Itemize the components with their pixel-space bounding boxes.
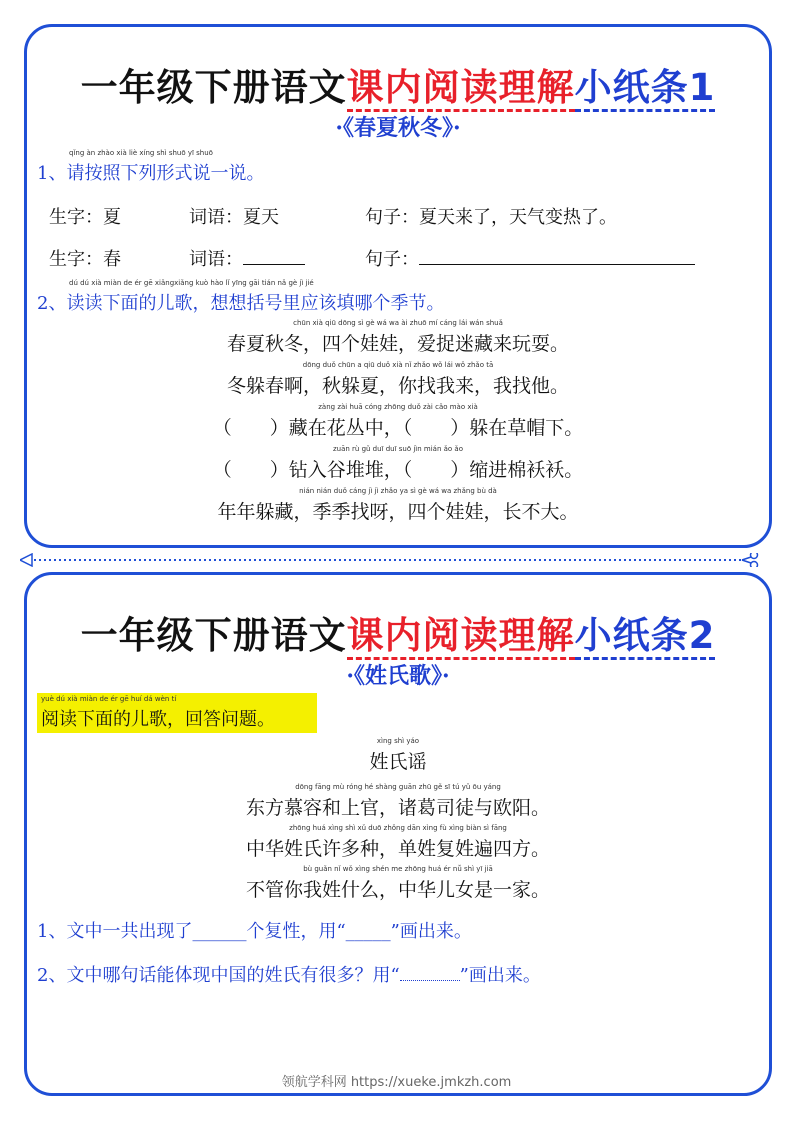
card1-row2-cy-blank[interactable] (243, 264, 305, 265)
card1-row1-sz-label: 生字： (49, 207, 103, 228)
card1-row2-sz-label: 生字： (49, 249, 103, 270)
card2-q2-blank[interactable] (400, 980, 460, 981)
card1-row1-jz-label: 句子： (365, 207, 419, 228)
card2-poem-title: 姓氏谣 (369, 751, 427, 773)
card1-row1 (49, 203, 121, 229)
card1-row1-cy-label: 词语： (189, 207, 243, 228)
card1-poem-line-1-pinyin: chūn xià qiū dōng sì gè wá wa ài zhuō mí cáng lái wán shuǎ (293, 319, 503, 327)
card1-title-black: 一年级下册语文 (80, 66, 347, 109)
card1-row1-sz-value: 夏 (103, 207, 121, 228)
card2-poem-line-1: 东方慕容和上官，诸葛司徒与欧阳。 (245, 797, 550, 819)
card1-poem-line-2-pinyin: dōng duǒ chūn a qiū duǒ xià nǐ zhǎo wǒ lái wǒ zhǎo tā (302, 361, 494, 369)
card1-poem-line-1: 春夏秋冬，四个娃娃，爱捉迷藏来玩耍。 (226, 333, 569, 355)
card2-q1-after: ”画出来。 (390, 921, 472, 942)
card2-subtitle: ·《姓氏歌》· (346, 663, 450, 689)
card1-q2-label: 2、读读下面的儿歌，想想括号里应该填哪个季节。 (37, 293, 445, 314)
card1-row2 (49, 245, 121, 271)
card1-subtitle: ·《春夏秋冬》· (335, 115, 461, 141)
card1-row2-cy-label: 词语： (189, 249, 243, 270)
card2-instr-pinyin: yuè dú xià miàn de ér gē huí dá wèn tí (41, 695, 177, 703)
card2-poem-line-3-pinyin: bù guǎn nǐ wǒ xìng shén me zhōng huá ér nǚ shì yī jiā (303, 865, 493, 873)
card2-poem-line-1-pinyin: dōng fāng mù róng hé shàng guān zhū gě sī tú yǔ ōu yáng (295, 783, 501, 791)
card2-poem-line-3: 不管你我姓什么，中华儿女是一家。 (245, 879, 550, 901)
card1-poem-line-2: 冬躲春啊，秋躲夏，你找我来，我找他。 (226, 375, 569, 397)
card1-title-blue: 小纸条1 (575, 66, 716, 112)
card2-q2-after: ”画出来。 (459, 965, 541, 986)
card1-poem-line-5-pinyin: nián nián duǒ cáng jì jì zhǎo ya sì gè wá wa zhǎng bù dà (299, 487, 497, 495)
card1-row2-jz-label: 句子： (365, 249, 419, 270)
card2-title (27, 605, 769, 659)
card2-poem-line-2: 中华姓氏许多种，单姓复姓遍四方。 (245, 838, 550, 860)
card2-poem-line-2-pinyin: zhōng huá xìng shì xǔ duō zhǒng dān xìng fù xìng biàn sì fāng (289, 824, 507, 832)
card1-q1-label: 1、请按照下列形式说一说。 (37, 163, 265, 184)
card1-row2-jz-blank[interactable] (419, 264, 695, 265)
card1-title-red: 课内阅读理解 (347, 66, 575, 112)
card1-row1-jz (365, 203, 617, 229)
card2-q1 (37, 917, 472, 943)
cut-line (20, 553, 760, 567)
card1-poem-line-5: 年年躲藏，季季找呀，四个娃娃，长不大。 (217, 501, 579, 523)
card2-q2 (37, 961, 541, 987)
card2-poem-title-pinyin: xìng shì yáo (376, 737, 420, 745)
card1-row1-jz-value: 夏天来了，天气变热了。 (419, 207, 617, 228)
card1-row2-cy (189, 245, 305, 271)
card2-q1-mid: 个复性，用“ (246, 921, 346, 942)
card1-row2-jz (365, 245, 695, 271)
card1-row1-cy (189, 203, 279, 229)
card1-title (27, 57, 769, 111)
card-1 (24, 24, 772, 548)
card2-q1-blank2[interactable]: _____ (345, 921, 391, 942)
card-2 (24, 572, 772, 1096)
card2-title-red: 课内阅读理解 (347, 614, 575, 660)
card1-row2-sz-value: 春 (103, 249, 121, 270)
card2-title-black: 一年级下册语文 (80, 614, 347, 657)
card1-poem-line-4: （ ）钻入谷堆堆，（ ）缩进棉袄袄。 (212, 459, 584, 481)
card2-title-blue: 小纸条2 (575, 614, 716, 660)
card2-q1-before: 1、文中一共出现了 (37, 921, 193, 942)
footer-watermark: 领航学科网 https://xueke.jmkzh.com (281, 1075, 512, 1090)
card2-q1-blank[interactable]: ______ (192, 921, 247, 942)
scissors-icon (742, 553, 758, 567)
card2-q2-before: 2、文中哪句话能体现中国的姓氏有很多？用“ (37, 965, 400, 986)
card2-instr: 阅读下面的儿歌，回答问题。 (41, 709, 275, 730)
card1-q2-pinyin: dú dú xià miàn de ér gē xiǎngxiǎng kuò hào lǐ yīng gāi tián nǎ gè jì jié (69, 279, 314, 287)
card1-poem-line-4-pinyin: zuān rù gǔ duī duī suō jìn mián ǎo ǎo (332, 445, 464, 453)
arrow-left-icon (20, 554, 32, 566)
card1-poem-line-3-pinyin: zàng zài huā cóng zhōng duǒ zài cǎo mào xià (318, 403, 478, 411)
card1-poem-line-3: （ ）藏在花丛中，（ ）躲在草帽下。 (212, 417, 584, 439)
card1-row1-cy-value: 夏天 (243, 207, 279, 228)
card1-q1-pinyin: qǐng àn zhào xià liè xíng shì shuō yī shuō (69, 149, 213, 157)
